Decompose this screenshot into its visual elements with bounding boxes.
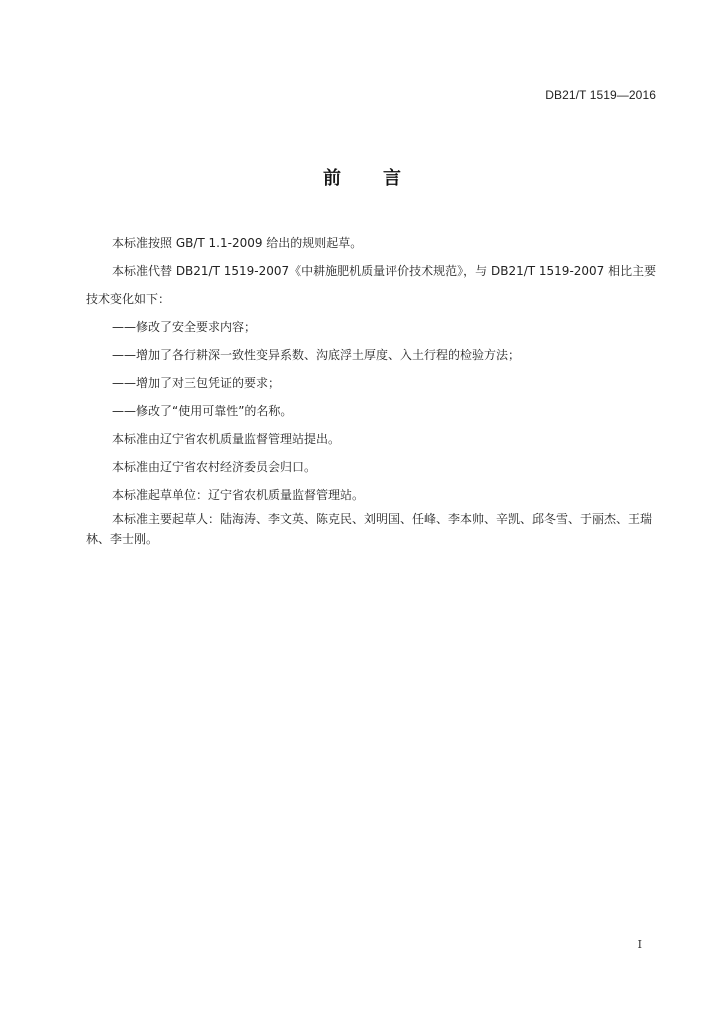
list-item-change-4: ——修改了“使用可靠性”的名称。 [112, 404, 293, 418]
list-item-change-2: ——增加了各行耕深一致性变异系数、沟底浮土厚度、入土行程的检验方法； [112, 348, 521, 362]
page-title-char-1: 前 [323, 168, 341, 189]
list-item-change-1: ——修改了安全要求内容； [112, 320, 257, 334]
paragraph-proposer: 本标准由辽宁省农机质量监督管理站提出。 [112, 432, 341, 446]
paragraph-replacement-line-1: 本标准代替 DB21/T 1519-2007《中耕施肥机质量评价技术规范》，与 DB21/T 1519-2007 相比主要 [112, 264, 657, 278]
paragraph-drafting-rules: 本标准按照 GB/T 1.1-2009 给出的规则起草。 [112, 236, 363, 250]
list-item-change-3: ——增加了对三包凭证的要求； [112, 376, 281, 390]
paragraph-drafters-line-1: 本标准主要起草人：陆海涛、李文英、陈克民、刘明国、任峰、李本帅、辛凯、邱冬雪、于丽杰、王瑞 [112, 512, 653, 526]
page-title-char-2: 言 [383, 168, 401, 189]
paragraph-replacement-line-2: 技术变化如下： [86, 292, 171, 306]
page-title [0, 164, 724, 190]
paragraph-administrator: 本标准由辽宁省农村经济委员会归口。 [112, 460, 317, 474]
paragraph-drafting-unit: 本标准起草单位：辽宁省农机质量监督管理站。 [112, 488, 365, 502]
page-number: I [637, 938, 642, 951]
paragraph-drafters-line-2: 林、李士刚。 [86, 532, 159, 546]
document-code: DB21/T 1519—2016 [545, 88, 656, 102]
